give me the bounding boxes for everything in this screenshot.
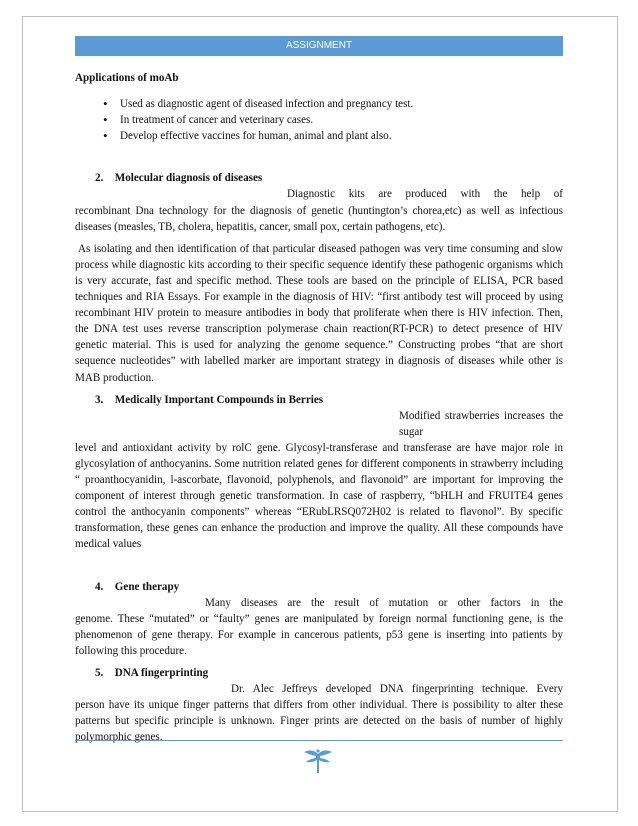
section-4-heading [75,579,563,595]
section-3-paragraph-lead [75,408,563,440]
paragraph-text: genome. These “mutated” or “faulty” genes are manipulated by foreign normal functioning gene, is the phenomenon of gene therapy. For example in cancerous patients, p53 gene is inserting into patients by following this procedure. [75,612,563,657]
header-label: ASSIGNMENT [285,40,353,51]
section-2-paragraph-1 [75,186,563,202]
section-5-paragraph-lead [75,681,563,697]
section-number: 4. [95,580,104,593]
header-banner [75,36,563,56]
section-2-paragraph-2: As isolating and then identification of that particular diseased pathogen was very time consuming and slow process while diagnostic kits according to their specific sequence identify these pathogenic organisms which is very accurate, fast and specific method. These tools are based on the principle of ELISA, PCR based techniques and RIA Essays. For example in the diagnosis of HIV: “first antibody test will proceed by using recombinant HIV protein to measure antibodies in body that proliferate when there is HIV infection. Then, the DNA test uses reverse transcription polymerase chain reaction(RT-PCR) to detect presence of HIV genetic material. This is used for analyzing the genome sequence.” Constructing probes “that are short sequence nucleotides” with labelled marker are important strategy in diagnosis of diseases while other is MAB production. [75,242,563,384]
paragraph-lead: Diagnostic kits are produced with the help of [287,188,563,201]
list-item: • Used as diagnostic agent of diseased infection and pregnancy test. [103,96,563,112]
paragraph-lead: Many diseases are the result of mutation or other factors in the [205,596,563,609]
section-4-paragraph-lead [75,595,563,611]
section-number: 2. [95,172,104,185]
list-item: • In treatment of cancer and veterinary cases. [103,112,563,128]
section-title: Medically Important Compounds in Berries [114,393,324,406]
section-2-heading [75,170,563,186]
section-title: Molecular diagnosis of diseases [114,172,263,185]
paragraph-lead: Dr. Alec Jeffreys developed DNA fingerprinting technique. Every [231,683,563,696]
paragraph-text: recombinant Dna technology for the diagnosis of genetic (huntington’s chorea,etc) as well as infectious diseases (measles, TB, cholera, hepatitis, cancer, small pox, certain pathogens, etc). [75,204,563,233]
list-item: • Develop effective vaccines for human, animal and plant also. [103,128,563,144]
moab-bullet-list [75,96,563,144]
section-number: 5. [95,667,104,679]
document-body [75,70,563,745]
paragraph-text: level and antioxidant activity by rolC gene. Glycosyl-transferase and transferase are have major role in glycosylation of anthocyanins. Some nutrition related genes for different components in strawberry including “ proanthocyanidin, l-ascorbate, flavonoid, polyphenols, and flavonoid” are important for improving the component of interest through genetic transformation. In case of raspberry, “bHLH and FRUITE4 genes control the anthocyanin components” whereas “ERubLRSQ072H02 is related to flavonol”. By specific transformation, these genes can enhance the production and improve the quality. All these compounds have medical values [75,441,563,551]
paragraph-text: person have its unique finger patterns that differs from other individual. There is possibility to alter these patterns but specific principle is unknown. Finger prints are detected on the basis of number of highly polymorphic genes. [75,699,563,744]
section-5-heading [75,665,563,681]
section-number: 3. [95,393,104,406]
section-3-heading [75,392,563,408]
paragraph-lead: Modified strawberries increases the sugar [399,409,563,438]
section-moab-title: Applications of moAb [75,72,179,84]
section-title: Gene therapy [114,580,180,593]
ornament-logo-icon [300,746,336,776]
section-title: DNA fingerprinting [114,667,209,679]
footer-rule [75,740,563,741]
